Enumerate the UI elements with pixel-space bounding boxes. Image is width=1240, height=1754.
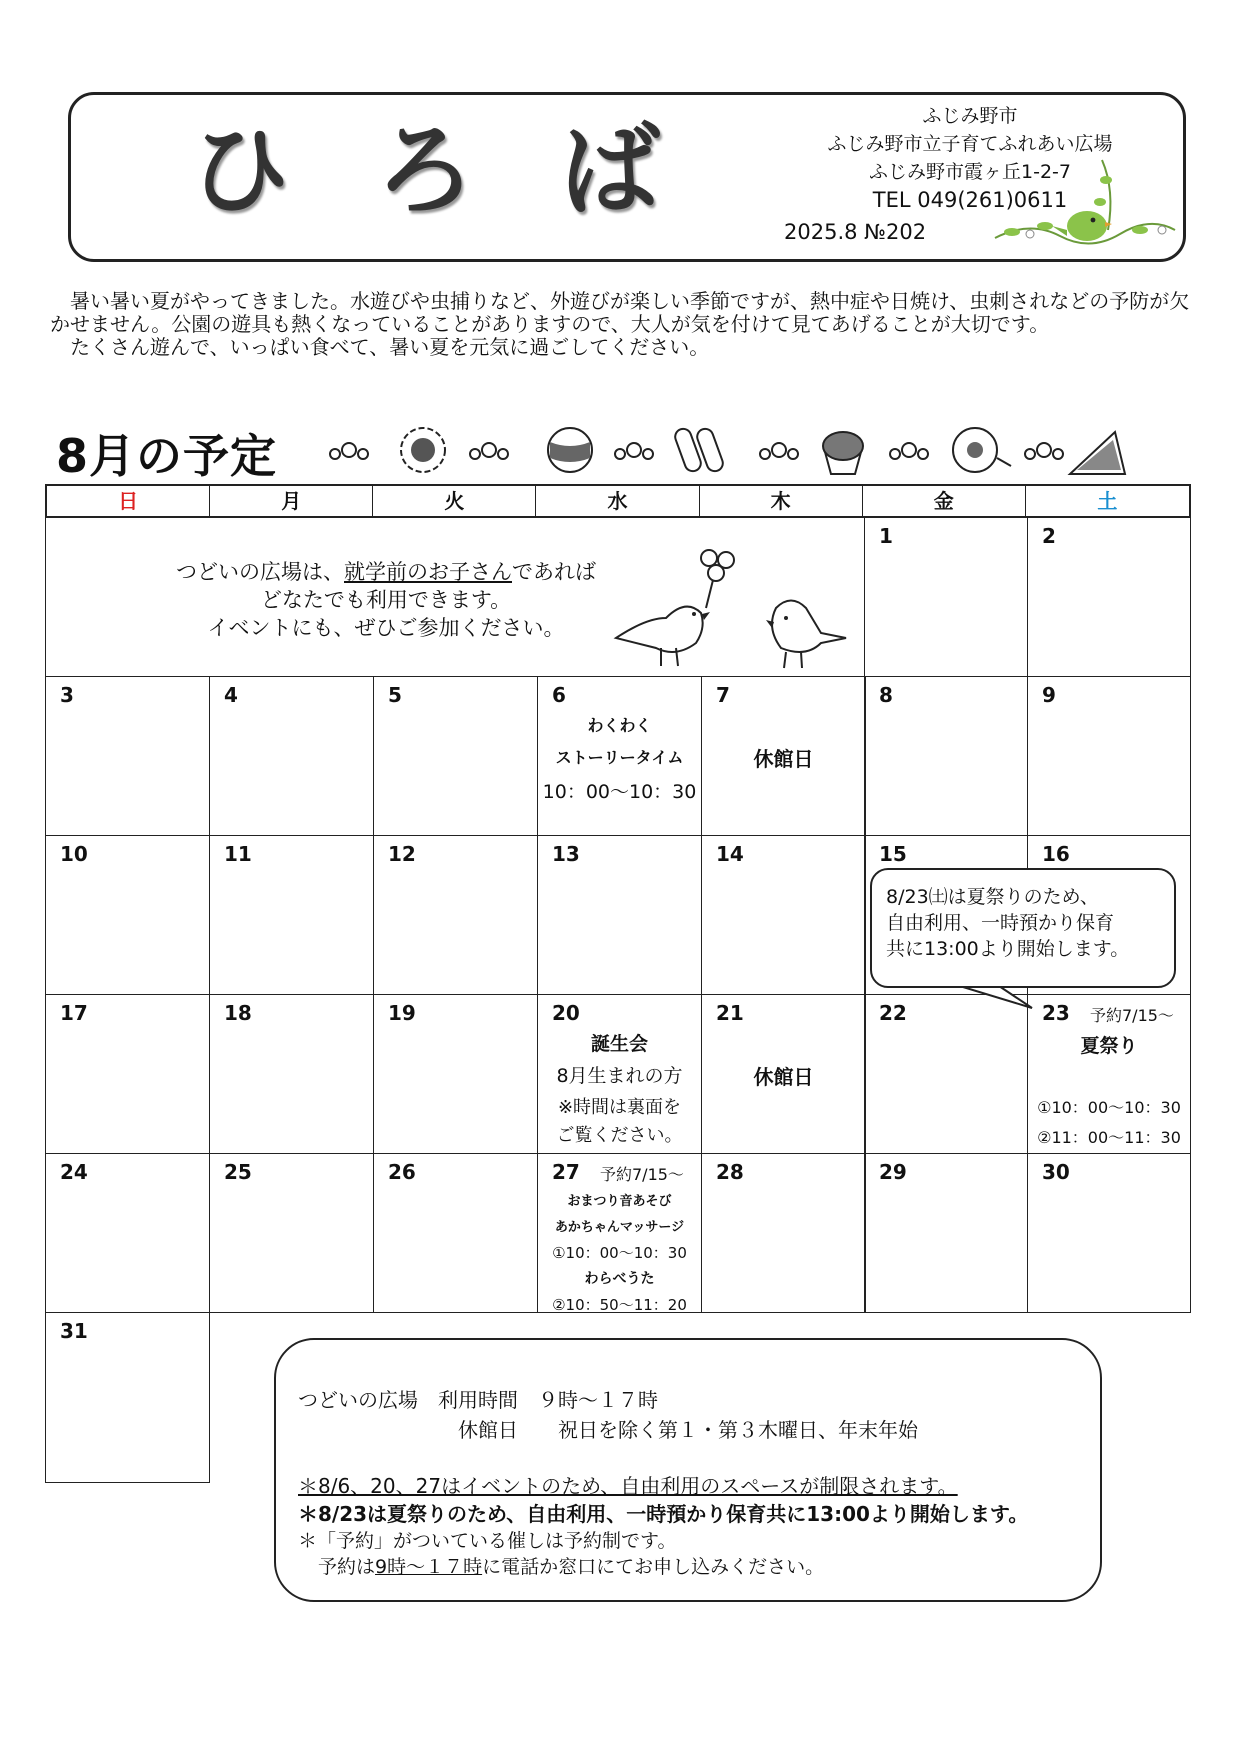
day-cell (209, 1153, 374, 1313)
day-cell (701, 1153, 866, 1313)
weekday-saturday: 土 (1097, 489, 1118, 513)
summer-decoration (325, 418, 1145, 480)
day-cell-event (1027, 994, 1191, 1154)
festival-speech-bubble: 8/23㈯は夏祭りのため、 自由利用、一時預かり保育 共に13:00より開始します。 (870, 868, 1176, 988)
day-number: 18 (224, 1001, 252, 1025)
closed-label: 休館日 (753, 747, 814, 771)
day-cell (45, 994, 210, 1154)
day-cell (373, 1153, 538, 1313)
notice-text: つどいの広場は、就学前のお子さんであれば どなたでも利用できます。 イベントにも、ぜひご参加ください。 (176, 560, 596, 640)
day-cell (45, 1153, 210, 1313)
day-number: 12 (388, 842, 416, 866)
newsletter-title (190, 112, 660, 230)
birds-with-clover-illustration (606, 548, 856, 673)
info-box (274, 1338, 1102, 1602)
bird-vine-illustration (990, 150, 1180, 260)
day-cell (864, 676, 1028, 836)
weekday-friday: 金 (863, 486, 1026, 516)
intro-paragraph: 暑い暑い夏がやってきました。水遊びや虫捕りなど、外遊びが楽しい季節ですが、熱中症や日焼け、虫刺されなどの予防が欠かせません。公園の遊具も熱くなっていることがありますので、大人が気を付けて見てあげることが大切です。 (50, 289, 1190, 336)
day-cell (864, 517, 1028, 677)
day-cell-event (537, 676, 702, 836)
day-number: 29 (879, 1160, 907, 1184)
day-cell (45, 1312, 210, 1483)
day-number: 13 (552, 842, 580, 866)
title-char: ば (560, 112, 660, 229)
day-number: 20 (552, 1001, 580, 1025)
reservation-note: ＊「予約」がついている催しは予約制です。 (298, 1530, 677, 1552)
day-number: 27 (552, 1160, 580, 1184)
title-char: ひ (190, 112, 290, 229)
event-baby-massage: あかちゃんマッサージ (554, 1220, 685, 1235)
day-number: 11 (224, 842, 252, 866)
watermelon-icon (1070, 432, 1125, 474)
event-time1: ①10：00～10：30 (552, 1244, 687, 1262)
event-time2: ②10：50～11：20 (552, 1296, 687, 1314)
day-number: 30 (1042, 1160, 1070, 1184)
day-number: 14 (716, 842, 744, 866)
sunflower-icon (401, 428, 445, 472)
event-storytime-line2: ストーリータイム (555, 748, 684, 767)
day-number: 31 (60, 1319, 88, 1343)
day-cell (45, 835, 210, 995)
day-cell-closed (701, 994, 866, 1154)
day-number: 5 (388, 683, 402, 707)
day-number: 1 (879, 524, 893, 548)
day-cell (1027, 517, 1191, 677)
org-city: ふじみ野市 (922, 105, 1018, 127)
day-number: 26 (388, 1160, 416, 1184)
event-warabeuta: わらべうた (584, 1271, 655, 1287)
day-cell (209, 835, 374, 995)
day-cell-closed (701, 676, 866, 836)
event-summer-festival-time1: ①10：00～10：30 (1037, 1098, 1181, 1117)
event-birthday-target: 8月生まれの方 (556, 1065, 683, 1087)
day-number: 28 (716, 1160, 744, 1184)
event-restriction-note: ＊8/6、20、27はイベントのため、自由利用のスペースが制限されます。 (298, 1474, 958, 1498)
issue-number: 2025.8 №202 (784, 220, 927, 244)
event-birthday-title: 誕生会 (590, 1033, 648, 1055)
day-number: 22 (879, 1001, 907, 1025)
reservation-label: 予約7/15～ (600, 1165, 684, 1184)
event-summer-festival-time2: ②11：00～11：30 (1037, 1128, 1181, 1147)
weekday-sunday: 日 (47, 486, 210, 516)
weekday-thursday: 木 (700, 486, 863, 516)
day-number: 16 (1042, 842, 1070, 866)
festival-note: ＊8/23は夏祭りのため、自由利用、一時預かり保育共に13:00より開始します。 (298, 1502, 1029, 1526)
calendar-weekday-header (45, 484, 1191, 518)
intro-text (50, 290, 1190, 359)
weekday-wednesday: 水 (536, 486, 699, 516)
day-number: 17 (60, 1001, 88, 1025)
org-name: ふじみ野市立子育てふれあい広場 (827, 133, 1113, 155)
org-tel: TEL 049(261)0611 (872, 188, 1068, 212)
reservation-hours-note: 予約は9時～１７時に電話か窓口にてお申し込みください。 (318, 1556, 825, 1578)
intro-paragraph: たくさん遊んで、いっぱい食べて、暑い夏を元気に過ごしてください。 (70, 335, 710, 359)
opening-hours: つどいの広場 利用時間 ９時～１７時 (298, 1388, 658, 1412)
day-number: 19 (388, 1001, 416, 1025)
day-number: 15 (879, 842, 907, 866)
day-number: 4 (224, 683, 238, 707)
day-cell-event (537, 1153, 702, 1313)
event-festival-music-play: おまつり音あそび (567, 1194, 672, 1209)
sandals-icon (673, 427, 725, 474)
day-number: 10 (60, 842, 88, 866)
day-cell (209, 994, 374, 1154)
day-cell (209, 676, 374, 836)
weekday-tuesday: 火 (373, 486, 536, 516)
org-address: ふじみ野市霞ヶ丘1-2-7 (869, 161, 1071, 183)
day-cell (373, 676, 538, 836)
day-cell (373, 835, 538, 995)
day-cell (1027, 1153, 1191, 1313)
day-number: 24 (60, 1160, 88, 1184)
day-number: 8 (879, 683, 893, 707)
event-birthday-note: ※時間は裏面を (557, 1097, 682, 1118)
cupcake-icon (823, 432, 863, 474)
event-birthday-note: ご覧ください。 (556, 1125, 683, 1146)
day-cell (1027, 676, 1191, 836)
day-number: 25 (224, 1160, 252, 1184)
day-cell (45, 676, 210, 836)
day-number: 2 (1042, 524, 1056, 548)
notice-underline: 就学前のお子さん (344, 560, 512, 584)
day-cell (537, 835, 702, 995)
day-number: 6 (552, 683, 566, 707)
day-cell-event (537, 994, 702, 1154)
event-storytime-time: 10：00～10：30 (542, 781, 697, 803)
day-number: 21 (716, 1001, 744, 1025)
notice-cell (45, 517, 865, 677)
day-number: 23 (1042, 1001, 1070, 1025)
morning-glory-icon (953, 428, 1011, 472)
event-summer-festival-title: 夏祭り (1080, 1035, 1138, 1057)
day-number: 9 (1042, 683, 1056, 707)
day-number: 7 (716, 683, 730, 707)
day-cell (864, 994, 1028, 1154)
closed-label: 休館日 (753, 1065, 814, 1089)
beach-ball-icon (548, 428, 592, 472)
event-storytime-line1: わくわく (587, 716, 652, 735)
day-cell (701, 835, 866, 995)
schedule-title: 8月の予定 (56, 429, 278, 483)
day-cell (373, 994, 538, 1154)
title-char: ろ (375, 112, 475, 229)
day-cell (864, 1153, 1028, 1313)
weekday-monday: 月 (210, 486, 373, 516)
closed-days: 休館日 祝日を除く第１・第３木曜日、年末年始 (458, 1418, 918, 1442)
reservation-label: 予約7/15～ (1090, 1006, 1174, 1025)
day-number: 3 (60, 683, 74, 707)
